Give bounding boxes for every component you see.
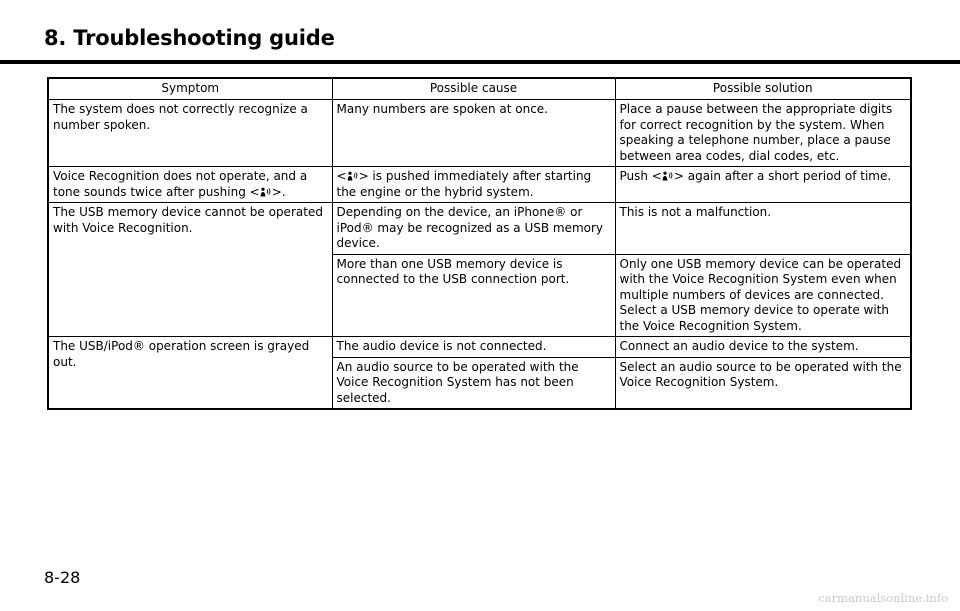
symptom-cell: The system does not correctly recognize a number spoken. bbox=[48, 100, 332, 167]
symptom-cell bbox=[48, 167, 332, 203]
voice-recognition-icon bbox=[662, 171, 674, 181]
solution-cell bbox=[615, 167, 911, 203]
table-row bbox=[48, 167, 911, 203]
cause-cell: More than one USB memory device is connected to the USB connection port. bbox=[332, 254, 615, 337]
table-row bbox=[48, 203, 911, 255]
watermark: carmanualsonline.info bbox=[818, 591, 948, 605]
page-number: 8-28 bbox=[44, 568, 81, 587]
column-header-cause: Possible cause bbox=[332, 78, 615, 100]
header-divider bbox=[0, 60, 960, 64]
column-header-solution: Possible solution bbox=[615, 78, 911, 100]
solution-text: > again after a short period of time. bbox=[673, 169, 892, 183]
solution-text: Push < bbox=[619, 169, 662, 183]
table-row bbox=[48, 100, 911, 167]
symptom-text: >. bbox=[271, 184, 286, 199]
cause-cell bbox=[332, 167, 615, 203]
solution-cell: Place a pause between the appropriate digits for correct recognition by the system. When speaking a telephone number, place a pause between area codes, dial codes, etc. bbox=[615, 100, 911, 167]
cause-text: > is pushed immediately after starting the engine or the hybrid system. bbox=[336, 169, 592, 199]
column-header-symptom: Symptom bbox=[48, 78, 332, 100]
solution-cell: Connect an audio device to the system. bbox=[615, 337, 911, 358]
table-row bbox=[48, 337, 911, 358]
cause-cell: Many numbers are spoken at once. bbox=[332, 100, 615, 167]
cause-text: < bbox=[336, 169, 347, 183]
cause-cell: The audio device is not connected. bbox=[332, 337, 615, 358]
cause-cell: An audio source to be operated with the Voice Recognition System has not been selected. bbox=[332, 357, 615, 409]
symptom-cell: The USB/iPod® operation screen is grayed out. bbox=[48, 337, 332, 410]
solution-cell: Select an audio source to be operated with the Voice Recognition System. bbox=[615, 357, 911, 409]
symptom-text: Voice Recognition does not operate, and a tone sounds twice after pushing < bbox=[53, 169, 308, 199]
symptom-cell: The USB memory device cannot be operated with Voice Recognition. bbox=[48, 203, 332, 337]
voice-recognition-icon bbox=[260, 187, 272, 197]
cause-cell: Depending on the device, an iPhone® or iPod® may be recognized as a USB memory device. bbox=[332, 203, 615, 255]
solution-cell: This is not a malfunction. bbox=[615, 203, 911, 255]
page-title: 8. Troubleshooting guide bbox=[44, 26, 335, 50]
voice-recognition-icon bbox=[347, 171, 359, 181]
solution-cell: Only one USB memory device can be operated with the Voice Recognition System even when multiple numbers of devices are connected. Select a USB memory device to operate with the Voice Recognition System. bbox=[615, 254, 911, 337]
troubleshooting-table bbox=[47, 77, 912, 410]
table-header-row bbox=[48, 78, 911, 100]
